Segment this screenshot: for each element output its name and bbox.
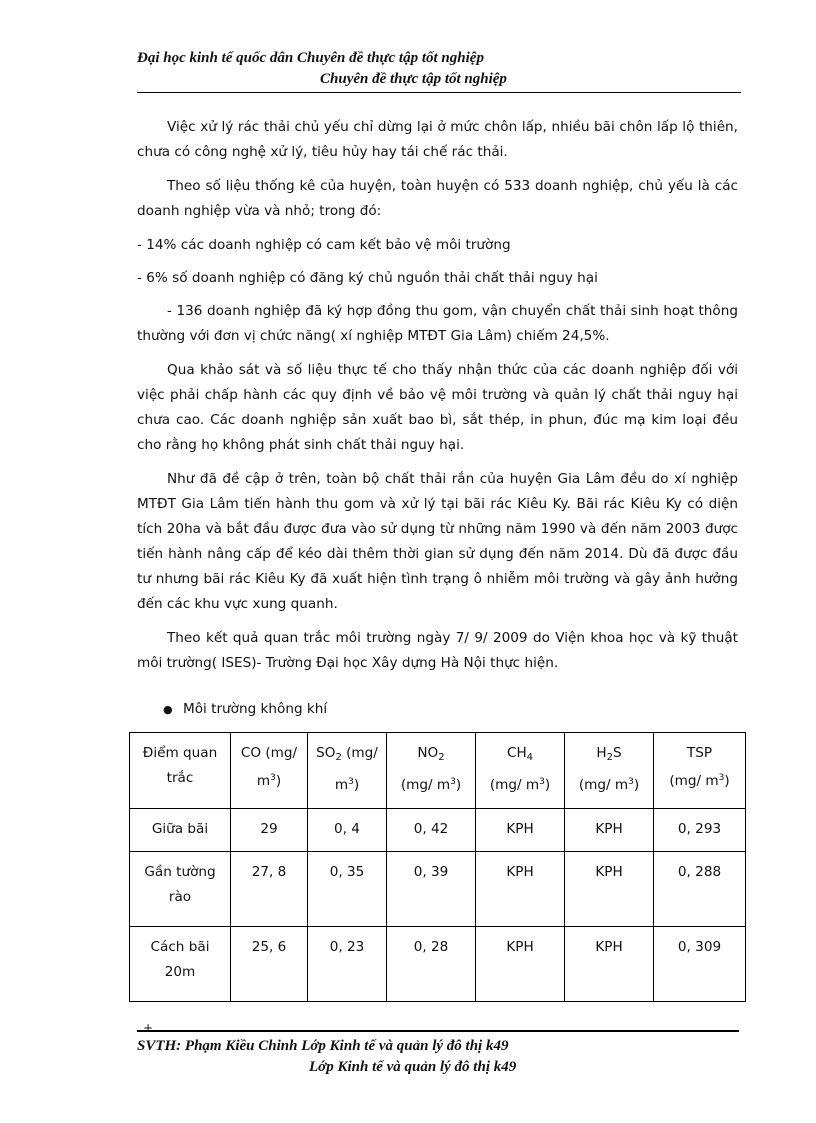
cell-no2: 0, 42 bbox=[387, 809, 476, 852]
paragraph-1: Việc xử lý rác thải chủ yếu chỉ dừng lại ở mức chôn lấp, nhiều bãi chôn lấp lộ thiên, chưa có công nghệ xử lý, tiêu hủy hay tái chế rác thải. bbox=[137, 119, 738, 160]
page-footer bbox=[137, 1036, 737, 1078]
cell-point-line-1: Gần tường bbox=[144, 864, 216, 880]
header-no2-sub: 2 bbox=[438, 752, 445, 763]
header-tsp-symbol: TSP bbox=[686, 745, 713, 761]
cell-point-line-2: rào bbox=[168, 889, 192, 905]
header-rule bbox=[137, 92, 741, 93]
header-h2s-symbol-s: S bbox=[612, 745, 622, 761]
header-point bbox=[130, 733, 231, 809]
footer-line-2: Lớp Kinh tế và quản lý đô thị k49 bbox=[309, 1059, 517, 1075]
header-tsp-unit: (mg/ m bbox=[669, 773, 719, 789]
header-no2 bbox=[387, 733, 476, 809]
header-h2s-close: ) bbox=[633, 777, 640, 793]
header-ch4-close: ) bbox=[544, 777, 551, 793]
cell-ch4: KPH bbox=[476, 927, 565, 1002]
cell-co: 27, 8 bbox=[231, 852, 308, 927]
table-row bbox=[130, 852, 746, 927]
header-tsp-sup: 3 bbox=[718, 773, 725, 783]
header-h2s-symbol: H bbox=[596, 745, 607, 761]
header-no2-symbol: NO bbox=[417, 745, 439, 761]
header-h2s bbox=[565, 733, 654, 809]
header-so2-unit: (mg/ bbox=[341, 745, 378, 761]
header-line-2: Chuyên đề thực tập tốt nghiệp bbox=[320, 71, 507, 87]
list-item-3: - 136 doanh nghiệp đã ký hợp đồng thu gom, vận chuyển chất thải sinh hoạt thông thường với đơn vị chức năng( xí nghiệp MTĐT Gia Lâm) chiếm 24,5%. bbox=[137, 303, 738, 344]
header-no2-close: ) bbox=[455, 777, 462, 793]
header-co-close: ) bbox=[275, 773, 282, 789]
footer-plus-mark-icon: + bbox=[143, 1021, 154, 1035]
header-co-sup: 3 bbox=[270, 773, 276, 783]
cell-point bbox=[130, 927, 231, 1002]
cell-h2s: KPH bbox=[565, 852, 654, 927]
header-no2-sup: 3 bbox=[450, 777, 456, 787]
header-ch4-unit: (mg/ m bbox=[489, 777, 540, 793]
cell-point-text: Giữa bãi bbox=[151, 821, 209, 837]
cell-no2: 0, 39 bbox=[387, 852, 476, 927]
paragraph-2: Theo số liệu thống kê của huyện, toàn huyện có 533 doanh nghiệp, chủ yếu là các doanh nghiệp vừa và nhỏ; trong đó: bbox=[137, 178, 738, 219]
cell-tsp: 0, 288 bbox=[654, 852, 746, 927]
footer-rule bbox=[137, 1030, 739, 1032]
cell-ch4: KPH bbox=[476, 809, 565, 852]
cell-ch4: KPH bbox=[476, 852, 565, 927]
header-ch4-sup: 3 bbox=[539, 777, 545, 787]
header-co-line-1: CO (mg/ bbox=[240, 745, 298, 761]
cell-point-line-1: Cách bãi bbox=[150, 939, 210, 955]
header-no2-unit: (mg/ m bbox=[400, 777, 451, 793]
table-row bbox=[130, 927, 746, 1002]
header-h2s-unit: (mg/ m bbox=[578, 777, 629, 793]
cell-so2: 0, 35 bbox=[308, 852, 387, 927]
header-so2-m: m bbox=[334, 777, 349, 793]
cell-no2: 0, 28 bbox=[387, 927, 476, 1002]
cell-point bbox=[130, 809, 231, 852]
cell-point bbox=[130, 852, 231, 927]
header-so2-close: ) bbox=[353, 777, 360, 793]
list-item-1: - 14% các doanh nghiệp có cam kết bảo vệ môi trường bbox=[137, 237, 511, 253]
header-tsp-close: ) bbox=[724, 773, 730, 789]
cell-tsp: 0, 293 bbox=[654, 809, 746, 852]
bullet-heading bbox=[163, 698, 327, 721]
header-point-line-1: Điểm quan bbox=[142, 745, 218, 761]
footer-line-1: SVTH: Phạm Kiều Chinh Lớp Kinh tế và quản lý đô thị k49 bbox=[137, 1038, 509, 1054]
cell-h2s: KPH bbox=[565, 927, 654, 1002]
header-ch4-symbol: CH bbox=[506, 745, 527, 761]
header-so2-sub: 2 bbox=[335, 752, 342, 763]
bullet-dot-icon: ● bbox=[163, 703, 173, 716]
header-point-line-2: trắc bbox=[166, 770, 194, 786]
header-so2-symbol: SO bbox=[316, 745, 336, 761]
cell-h2s: KPH bbox=[565, 809, 654, 852]
air-quality-table bbox=[129, 732, 746, 1002]
header-line-1: Đại học kinh tế quốc dân Chuyên đề thực tập tốt nghiệp bbox=[137, 50, 484, 66]
cell-so2: 0, 4 bbox=[308, 809, 387, 852]
table-row bbox=[130, 809, 746, 852]
cell-co: 29 bbox=[231, 809, 308, 852]
paragraph-5: Theo kết quả quan trắc môi trường ngày 7/ 9/ 2009 do Viện khoa học và kỹ thuật môi trường( ISES)- Trường Đại học Xây dựng Hà Nội thực hiện. bbox=[137, 630, 738, 671]
header-tsp bbox=[654, 733, 746, 809]
bullet-text: Môi trường không khí bbox=[183, 701, 328, 717]
cell-so2: 0, 23 bbox=[308, 927, 387, 1002]
body-text bbox=[137, 115, 738, 685]
header-ch4 bbox=[476, 733, 565, 809]
cell-tsp: 0, 309 bbox=[654, 927, 746, 1002]
table-header-row bbox=[130, 733, 746, 809]
cell-point-line-2: 20m bbox=[164, 964, 196, 980]
header-ch4-sub: 4 bbox=[526, 752, 534, 763]
header-so2-sup: 3 bbox=[348, 777, 354, 787]
cell-co: 25, 6 bbox=[231, 927, 308, 1002]
paragraph-4: Như đã đề cập ở trên, toàn bộ chất thải rắn của huyện Gia Lâm đều do xí nghiệp MTĐT Gia Lâm tiến hành thu gom và xử lý tại bãi rác Kiêu Ky. Bãi rác Kiêu Ky có diện tích 20ha và bắt đầu được đưa vào sử dụng từ những năm 1990 và đến năm 2003 được tiến hành nâng cấp để kéo dài thêm thời gian sử dụng đến năm 2014. Dù đã được đầu tư nhưng bãi rác Kiêu Ky đã xuất hiện tình trạng ô nhiễm môi trường và gây ảnh hưởng đến các khu vực xung quanh. bbox=[137, 471, 738, 612]
paragraph-3: Qua khảo sát và số liệu thực tế cho thấy nhận thức của các doanh nghiệp đối với việc phải chấp hành các quy định về bảo vệ môi trường và quản lý chất thải nguy hại chưa cao. Các doanh nghiệp sản xuất bao bì, sắt thép, in phun, đúc mạ kim loại đều cho rằng họ không phát sinh chất thải nguy hại. bbox=[137, 362, 738, 453]
header-h2s-sub: 2 bbox=[606, 752, 613, 763]
header-so2 bbox=[308, 733, 387, 809]
header-co bbox=[231, 733, 308, 809]
header-h2s-sup: 3 bbox=[628, 777, 634, 787]
header-co-unit: m bbox=[256, 773, 271, 789]
list-item-2: - 6% số doanh nghiệp có đăng ký chủ nguồn thải chất thải nguy hại bbox=[137, 270, 598, 286]
page-header bbox=[137, 48, 737, 90]
